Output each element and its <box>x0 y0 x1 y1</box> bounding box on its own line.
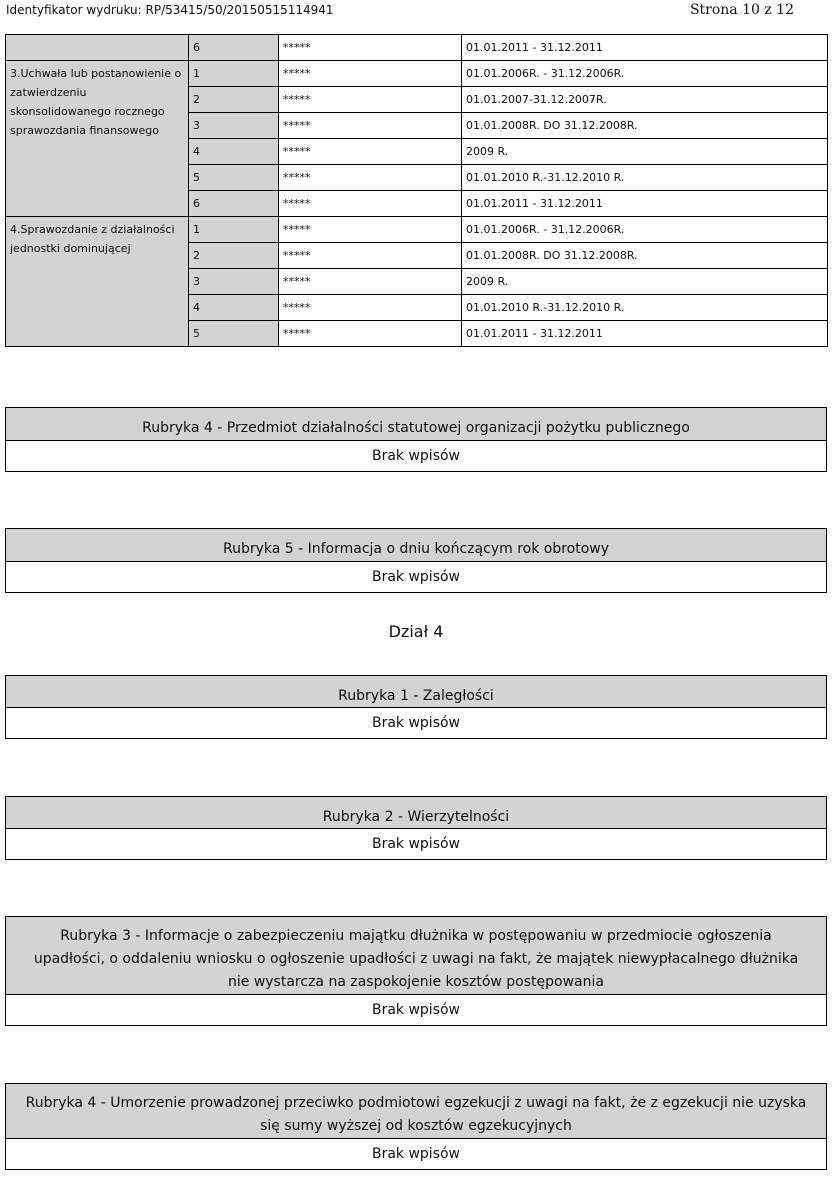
row-value: ***** <box>279 295 462 321</box>
section-title: Rubryka 4 - Przedmiot działalności statutowej organizacji pożytku publicznego <box>6 408 826 441</box>
section-body: Brak wpisów <box>371 569 461 585</box>
table-row <box>6 61 828 87</box>
row-value: ***** <box>279 61 462 87</box>
row-value: ***** <box>279 321 462 347</box>
row-period: 2009 R. <box>462 139 828 165</box>
rubryka-section <box>5 528 827 593</box>
section-body: Brak wpisów <box>371 1002 461 1018</box>
row-value: ***** <box>279 113 462 139</box>
print-identifier: Identyfikator wydruku: RP/53415/50/20150515114941 <box>6 3 334 17</box>
row-number: 6 <box>189 35 279 61</box>
dzial-heading: Dział 4 <box>388 622 444 641</box>
row-period: 01.01.2008R. DO 31.12.2008R. <box>462 243 828 269</box>
section-body: Brak wpisów <box>371 715 461 731</box>
row-number: 1 <box>189 61 279 87</box>
row-number: 4 <box>189 295 279 321</box>
row-period: 01.01.2010 R.-31.12.2010 R. <box>462 295 828 321</box>
page-number: Strona 10 z 12 <box>689 2 794 18</box>
section-body: Brak wpisów <box>371 1146 461 1162</box>
rubryka-section <box>5 916 827 1026</box>
row-period: 01.01.2011 - 31.12.2011 <box>462 321 828 347</box>
rubryka-section <box>5 675 827 739</box>
row-period: 01.01.2011 - 31.12.2011 <box>462 35 828 61</box>
row-number: 2 <box>189 87 279 113</box>
row-period: 01.01.2006R. - 31.12.2006R. <box>462 61 828 87</box>
registry-table <box>5 34 828 347</box>
row-value: ***** <box>279 269 462 295</box>
row-period: 2009 R. <box>462 269 828 295</box>
row-number: 3 <box>189 269 279 295</box>
row-number: 2 <box>189 243 279 269</box>
section-body: Brak wpisów <box>371 836 461 852</box>
group-label: 4.Sprawozdanie z działalności jednostki dominującej <box>6 217 189 347</box>
row-value: ***** <box>279 191 462 217</box>
row-period: 01.01.2010 R.-31.12.2010 R. <box>462 165 828 191</box>
row-period: 01.01.2011 - 31.12.2011 <box>462 191 828 217</box>
row-period: 01.01.2006R. - 31.12.2006R. <box>462 217 828 243</box>
section-body: Brak wpisów <box>371 448 461 464</box>
row-value: ***** <box>279 243 462 269</box>
row-number: 5 <box>189 165 279 191</box>
row-number: 1 <box>189 217 279 243</box>
row-period: 01.01.2007-31.12.2007R. <box>462 87 828 113</box>
row-value: ***** <box>279 87 462 113</box>
table-row <box>6 217 828 243</box>
row-number: 6 <box>189 191 279 217</box>
section-title: Rubryka 4 - Umorzenie prowadzonej przeciwko podmiotowi egzekucji z uwagi na fakt, że z egzekucji nie uzyska się sumy wyższej od kosztów egzekucyjnych <box>6 1084 826 1139</box>
row-value: ***** <box>279 165 462 191</box>
row-value: ***** <box>279 217 462 243</box>
row-number: 5 <box>189 321 279 347</box>
section-title: Rubryka 1 - Zaległości <box>6 676 826 708</box>
section-title: Rubryka 5 - Informacja o dniu kończącym rok obrotowy <box>6 529 826 562</box>
row-value: ***** <box>279 139 462 165</box>
row-period: 01.01.2008R. DO 31.12.2008R. <box>462 113 828 139</box>
group-label <box>6 35 189 61</box>
table-row <box>6 35 828 61</box>
rubryka-section <box>5 1083 827 1170</box>
row-value: ***** <box>279 35 462 61</box>
section-title: Rubryka 2 - Wierzytelności <box>6 797 826 829</box>
rubryka-section <box>5 407 827 472</box>
row-number: 3 <box>189 113 279 139</box>
section-title: Rubryka 3 - Informacje o zabezpieczeniu majątku dłużnika w postępowaniu w przedmiocie ogłoszenia upadłości, o oddaleniu wniosku o ogłoszenie upadłości z uwagi na fakt, że majątek niewypłacalnego dłużnika nie wystarcza na zaspokojenie kosztów postępowania <box>6 917 826 995</box>
row-number: 4 <box>189 139 279 165</box>
group-label: 3.Uchwała lub postanowienie o zatwierdzeniu skonsolidowanego rocznego sprawozdania finansowego <box>6 61 189 217</box>
rubryka-section <box>5 796 827 860</box>
